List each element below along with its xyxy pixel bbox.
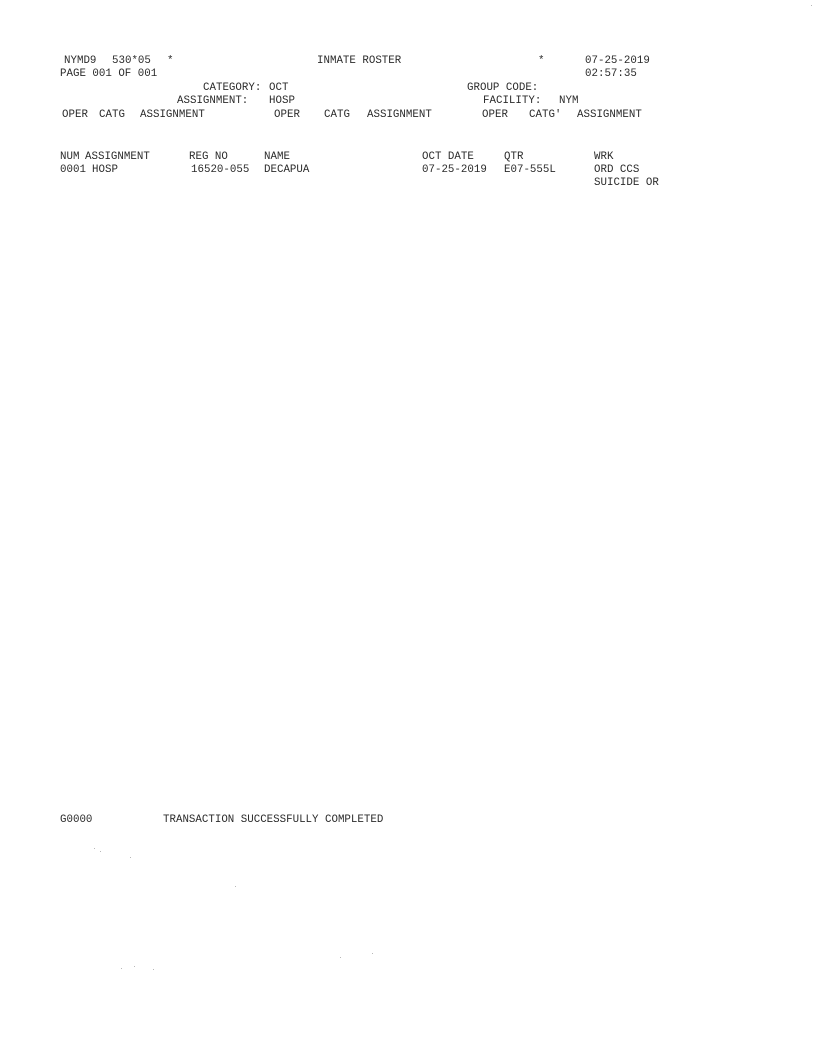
scan-speck <box>235 886 236 887</box>
assignment-label: ASSIGNMENT: <box>177 95 249 107</box>
category-label: CATEGORY: <box>203 82 262 94</box>
category-value: OCT <box>269 82 289 94</box>
scan-speck <box>130 857 131 858</box>
group-code-label: GROUP CODE: <box>467 82 539 94</box>
facility-label: FACILITY: <box>483 95 542 107</box>
row-oct-date: 07-25-2019 <box>422 164 487 176</box>
column-num: NUM <box>60 151 80 163</box>
status-message: TRANSACTION SUCCESSFULLY COMPLETED <box>163 814 384 826</box>
column-qtr: QTR <box>504 151 524 163</box>
page-indicator: PAGE 001 OF 001 <box>60 68 158 80</box>
assignment-header-3: ASSIGNMENT <box>577 109 642 121</box>
catg-header-1: CATG <box>99 109 125 121</box>
catg-header-3: CATG' <box>529 109 562 121</box>
row-reg-no: 16520-055 <box>191 164 250 176</box>
scan-speck <box>121 968 122 969</box>
column-assignment: ASSIGNMENT <box>85 151 150 163</box>
report-date: 07-25-2019 <box>585 55 650 67</box>
row-num: 0001 <box>60 164 86 176</box>
catg-header-2: CATG <box>324 109 350 121</box>
oper-header-2: OPER <box>274 109 300 121</box>
row-qtr: E07-555L <box>504 164 556 176</box>
column-name: NAME <box>264 151 290 163</box>
assignment-value: HOSP <box>269 95 295 107</box>
assignment-header-2: ASSIGNMENT <box>367 109 432 121</box>
screen-code: 530*05 <box>112 55 151 67</box>
row-name: DECAPUA <box>264 164 310 176</box>
oper-header-1: OPER <box>62 109 88 121</box>
header-star-right: * <box>538 55 545 67</box>
column-wrk: WRK <box>594 151 614 163</box>
status-code: G0000 <box>60 814 93 826</box>
scan-speck <box>100 851 101 852</box>
facility-value: NYM <box>559 95 579 107</box>
scan-speck <box>94 848 95 849</box>
scan-speck <box>811 5 812 6</box>
assignment-header-1: ASSIGNMENT <box>140 109 205 121</box>
column-reg-no: REG NO <box>189 151 228 163</box>
row-wrk-line2: SUICIDE OR <box>594 177 659 189</box>
report-title: INMATE ROSTER <box>317 55 402 67</box>
column-oct-date: OCT DATE <box>422 151 474 163</box>
oper-header-3: OPER <box>482 109 508 121</box>
row-assignment: HOSP <box>92 164 118 176</box>
scan-speck <box>134 966 135 967</box>
scan-speck <box>153 969 154 970</box>
scan-speck <box>340 957 341 958</box>
scan-speck <box>372 953 373 954</box>
system-id: NYMD9 <box>64 55 97 67</box>
report-time: 02:57:35 <box>585 68 637 80</box>
header-star-left: * <box>167 55 174 67</box>
row-wrk: ORD CCS <box>594 164 640 176</box>
